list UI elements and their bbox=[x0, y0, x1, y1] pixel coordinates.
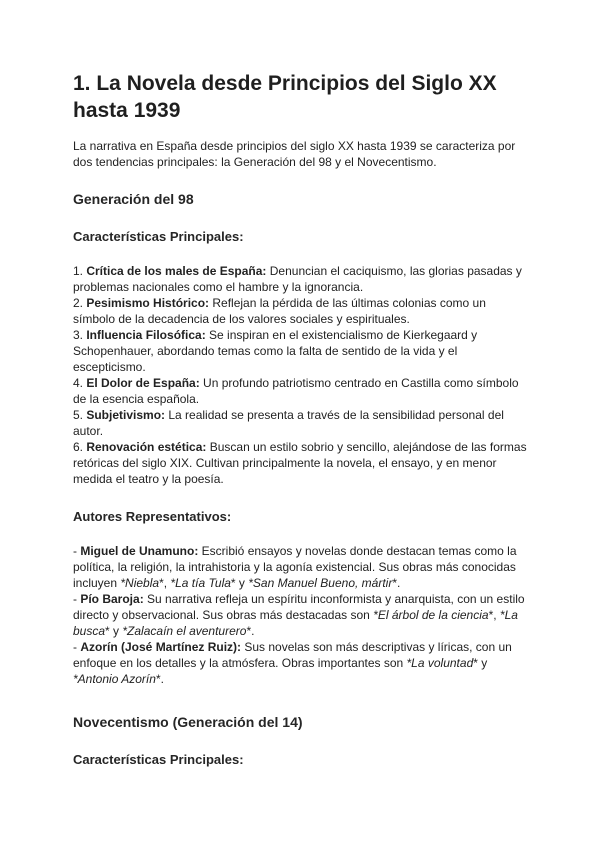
subheading-characteristics-novecentismo: Características Principales: bbox=[73, 752, 244, 767]
subheading-characteristics-gen98: Características Principales: bbox=[73, 229, 244, 244]
author-entry-azorin bbox=[73, 639, 530, 687]
work-end: *. bbox=[246, 624, 255, 638]
item-number: 2. bbox=[73, 296, 87, 310]
item-term: Renovación estética: bbox=[86, 440, 207, 454]
item-term: Influencia Filosófica: bbox=[86, 328, 206, 342]
work-title: *Niebla bbox=[120, 576, 160, 590]
work-separator: * y bbox=[230, 576, 249, 590]
item-text: Un profundo patriotismo centrado en Castilla como símbolo de la esencia española. bbox=[73, 376, 519, 406]
item-term: El Dolor de España: bbox=[86, 376, 200, 390]
item-number: 4. bbox=[73, 376, 87, 390]
author-name: Miguel de Unamuno: bbox=[80, 544, 199, 558]
work-separator: *, bbox=[159, 576, 171, 590]
item-number: 5. bbox=[73, 408, 87, 422]
work-title: *Zalacaín el aventurero bbox=[122, 624, 247, 638]
item-text: Reflejan la pérdida de las últimas colonias como un símbolo de la decadencia de los valores sociales y espirituales. bbox=[73, 296, 486, 326]
author-name: Pío Baroja: bbox=[80, 592, 144, 606]
author-prefix: - bbox=[73, 640, 81, 654]
list-item bbox=[73, 375, 530, 407]
list-item bbox=[73, 295, 530, 327]
item-text: Se inspiran en el existencialismo de Kierkegaard y Schopenhauer, abordando temas como la falta de sentido de la vida y el escepticismo. bbox=[73, 328, 478, 374]
list-item bbox=[73, 263, 530, 295]
author-entry-unamuno bbox=[73, 543, 530, 591]
work-title: *La tía Tula bbox=[170, 576, 231, 590]
author-text: Escribió ensayos y novelas donde destacan temas como la política, la religión, la intrahistoria y la agonía existencial. Sus obras más conocidas incluyen bbox=[73, 544, 517, 590]
work-separator: *, bbox=[488, 608, 500, 622]
characteristics-list-gen98 bbox=[73, 263, 530, 487]
author-text: Su narrativa refleja un espíritu inconformista y anarquista, con un estilo directo y observacional. Sus obras más destacadas son bbox=[73, 592, 525, 622]
work-title: *La busca bbox=[73, 608, 518, 638]
item-term: Crítica de los males de España: bbox=[86, 264, 267, 278]
work-end: *. bbox=[392, 576, 401, 590]
item-text: Buscan un estilo sobrio y sencillo, alejándose de las formas retóricas del siglo XIX. Cultivan principalmente la novela, el ensayo, y en menor medida el teatro y la poesía. bbox=[73, 440, 527, 486]
list-item bbox=[73, 407, 530, 439]
document-title: 1. La Novela desde Principios del Siglo XX hasta 1939 bbox=[73, 72, 497, 122]
authors-list-gen98 bbox=[73, 543, 530, 687]
item-text: Denuncian el caciquismo, las glorias pasadas y problemas nacionales como el hambre y la ignorancia. bbox=[73, 264, 522, 294]
author-entry-baroja bbox=[73, 591, 530, 639]
subheading-authors-gen98: Autores Representativos: bbox=[73, 509, 232, 524]
list-item bbox=[73, 327, 530, 375]
intro-paragraph: La narrativa en España desde principios del siglo XX hasta 1939 se caracteriza por dos tendencias principales: la Generación del 98 y el Novecentismo. bbox=[73, 139, 516, 169]
work-title: *La voluntad bbox=[406, 656, 474, 670]
item-number: 3. bbox=[73, 328, 87, 342]
item-text: La realidad se presenta a través de la sensibilidad personal del autor. bbox=[73, 408, 504, 438]
author-name: Azorín (José Martínez Ruiz): bbox=[80, 640, 242, 654]
item-term: Subjetivismo: bbox=[86, 408, 166, 422]
work-end: *. bbox=[155, 672, 164, 686]
work-title: *Antonio Azorín bbox=[73, 672, 156, 686]
author-prefix: - bbox=[73, 544, 81, 558]
work-separator: * y bbox=[105, 624, 123, 638]
work-title: *El árbol de la ciencia bbox=[373, 608, 489, 622]
section-heading-novecentismo: Novecentismo (Generación del 14) bbox=[73, 714, 303, 730]
section-heading-gen98: Generación del 98 bbox=[73, 191, 194, 207]
author-prefix: - bbox=[73, 592, 81, 606]
item-term: Pesimismo Histórico: bbox=[86, 296, 210, 310]
item-number: 1. bbox=[73, 264, 87, 278]
list-item bbox=[73, 439, 530, 487]
work-title: *San Manuel Bueno, mártir bbox=[248, 576, 393, 590]
author-text: Sus novelas son más descriptivas y líricas, con un enfoque en los detalles y la atmósfera. Obras importantes son bbox=[73, 640, 512, 670]
work-separator: * y bbox=[473, 656, 488, 670]
item-number: 6. bbox=[73, 440, 87, 454]
